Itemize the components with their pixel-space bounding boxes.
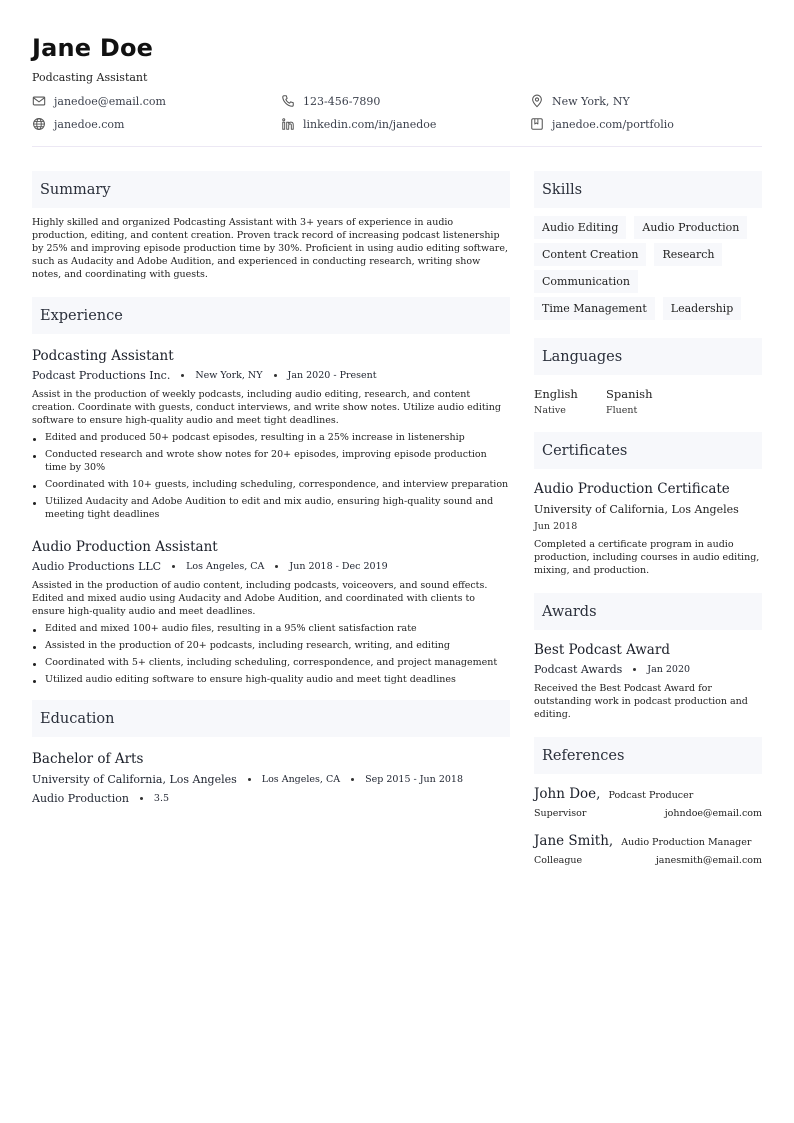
- right-column: [534, 171, 762, 866]
- phone-icon: [281, 94, 295, 108]
- languages-list: [534, 387, 762, 416]
- certificate-date: Jun 2018: [534, 521, 578, 532]
- contact-email-text: janedoe@email.com: [54, 94, 166, 108]
- contact-portfolio-text: janedoe.com/portfolio: [552, 117, 674, 131]
- certificate-description: Completed a certificate program in audio production, including courses in audio editing, mixing, and production.: [534, 539, 760, 576]
- job-bullet: Edited and mixed 100+ audio files, resulting in a 95% client satisfaction rate: [32, 622, 510, 635]
- linkedin-icon: [281, 117, 295, 131]
- education-degree: Bachelor of Arts: [32, 751, 144, 767]
- job-bullet: Edited and produced 50+ podcast episodes, resulting in a 25% increase in listenership: [32, 431, 510, 444]
- portfolio-icon: [530, 117, 544, 131]
- reference-position: Podcast Producer: [608, 790, 694, 801]
- resume-page: [32, 34, 762, 866]
- job-company: Podcast Productions Inc.: [32, 369, 171, 382]
- mail-icon: [32, 94, 46, 108]
- award-meta: [534, 663, 762, 676]
- summary-text: Highly skilled and organized Podcasting Assistant with 3+ years of experience in audio production, editing, and content creation. Proven track record of increasing podcast listenership by 25% and improving episode production time by 30%. Proficient in using audio editing software, such as Audacity and Adobe Audition, and experienced in conducting research, writing show notes, and coordinating with guests.: [32, 217, 508, 280]
- education-field: Audio Production: [32, 792, 129, 805]
- candidate-name: Jane Doe: [32, 34, 154, 62]
- certificate-issuer: University of California, Los Angeles: [534, 503, 739, 516]
- separator-dot: [181, 374, 184, 377]
- certificates-heading: Certificates: [534, 432, 762, 469]
- skill-chip: Audio Editing: [534, 216, 626, 239]
- job-dates: Jan 2020 - Present: [287, 370, 377, 381]
- award-date: Jan 2020: [647, 664, 691, 675]
- award-issuer: Podcast Awards: [534, 663, 623, 676]
- languages-heading: Languages: [534, 338, 762, 375]
- separator-dot: [351, 778, 354, 781]
- candidate-title: Podcasting Assistant: [32, 71, 148, 84]
- reference-entry: [534, 833, 762, 866]
- certificate-name: Audio Production Certificate: [534, 481, 730, 497]
- education-gpa: 3.5: [153, 793, 170, 804]
- contact-phone-text: 123-456-7890: [303, 94, 381, 108]
- reference-entry: [534, 786, 762, 819]
- reference-position: Audio Production Manager: [621, 837, 752, 848]
- award-entry: [534, 642, 762, 721]
- job-company: Audio Productions LLC: [32, 560, 162, 573]
- separator-dot: [140, 797, 143, 800]
- job-meta: [32, 560, 510, 573]
- left-column: [32, 171, 510, 866]
- language-item: [606, 387, 678, 416]
- skill-chip: Time Management: [534, 297, 655, 320]
- references-heading: References: [534, 737, 762, 774]
- job-location: Los Angeles, CA: [186, 561, 265, 572]
- job-bullet: Coordinated with 5+ clients, including scheduling, correspondence, and project management: [32, 656, 510, 669]
- skill-chip: Content Creation: [534, 243, 646, 266]
- job-dates: Jun 2018 - Dec 2019: [289, 561, 388, 572]
- education-heading: Education: [32, 700, 510, 737]
- education-dates: Sep 2015 - Jun 2018: [365, 774, 463, 785]
- reference-email[interactable]: janesmith@email.com: [655, 855, 762, 866]
- experience-heading: Experience: [32, 297, 510, 334]
- job-bullet: Conducted research and wrote show notes for 20+ episodes, improving episode production time by 30%: [32, 448, 510, 474]
- job-role: Audio Production Assistant: [32, 539, 218, 555]
- language-name: English: [534, 387, 578, 401]
- job-entry: [32, 348, 510, 521]
- globe-icon: [32, 117, 46, 131]
- summary-heading: Summary: [32, 171, 510, 208]
- award-description: Received the Best Podcast Award for outstanding work in podcast production and editing.: [534, 683, 748, 720]
- certificate-entry: [534, 481, 762, 577]
- language-level: Fluent: [606, 405, 638, 416]
- skill-chip: Research: [654, 243, 722, 266]
- language-level: Native: [534, 405, 566, 416]
- job-bullet: Utilized audio editing software to ensure high-quality audio and meet tight deadlines: [32, 673, 510, 686]
- education-meta: [32, 773, 510, 786]
- contact-email[interactable]: [32, 93, 281, 109]
- location-pin-icon: [530, 94, 544, 108]
- job-meta: [32, 369, 510, 382]
- job-role: Podcasting Assistant: [32, 348, 174, 364]
- education-entry: [32, 751, 510, 805]
- separator-dot: [275, 565, 278, 568]
- contact-location: [530, 93, 762, 109]
- reference-relation: Supervisor: [534, 808, 587, 819]
- education-location: Los Angeles, CA: [261, 774, 341, 785]
- skill-chip: Audio Production: [634, 216, 747, 239]
- contact-portfolio[interactable]: [530, 116, 762, 132]
- job-bullet: Coordinated with 10+ guests, including scheduling, correspondence, and interview preparation: [32, 478, 510, 491]
- reference-name: John Doe,: [534, 786, 601, 802]
- skill-chip: Communication: [534, 270, 638, 293]
- reference-relation: Colleague: [534, 855, 583, 866]
- award-name: Best Podcast Award: [534, 642, 670, 658]
- contact-website[interactable]: [32, 116, 281, 132]
- language-name: Spanish: [606, 387, 653, 401]
- job-description: Assist in the production of weekly podcasts, including audio editing, research, and content creation. Coordinate with guests, conduct interviews, and write show notes. Utilize audio editing software to ensure high-quality audio and meet tight deadlines.: [32, 389, 501, 426]
- contact-website-text: janedoe.com: [54, 117, 125, 131]
- job-bullet: Utilized Audacity and Adobe Audition to edit and mix audio, ensuring high-quality sound and meeting tight deadlines: [32, 495, 510, 521]
- contact-location-text: New York, NY: [552, 94, 630, 108]
- education-school: University of California, Los Angeles: [32, 773, 237, 786]
- job-entry: [32, 539, 510, 686]
- job-description: Assisted in the production of audio content, including podcasts, voiceovers, and sound effects. Edited and mixed audio using Audacity and Adobe Audition, and coordinated with clients to ensure high-quality audio and meet deadlines.: [32, 580, 488, 617]
- contact-phone[interactable]: [281, 93, 530, 109]
- separator-dot: [248, 778, 251, 781]
- job-bullet: Assisted in the production of 20+ podcasts, including research, writing, and editing: [32, 639, 510, 652]
- skills-heading: Skills: [534, 171, 762, 208]
- job-location: New York, NY: [195, 370, 263, 381]
- skill-chip: Leadership: [663, 297, 741, 320]
- reference-name: Jane Smith,: [534, 833, 614, 849]
- header-divider: [32, 146, 762, 147]
- contact-linkedin[interactable]: [281, 116, 530, 132]
- awards-heading: Awards: [534, 593, 762, 630]
- reference-email[interactable]: johndoe@email.com: [664, 808, 762, 819]
- contact-linkedin-text: linkedin.com/in/janedoe: [303, 117, 437, 131]
- language-item: [534, 387, 606, 416]
- education-field-row: [32, 792, 510, 805]
- separator-dot: [633, 668, 636, 671]
- separator-dot: [274, 374, 277, 377]
- separator-dot: [172, 565, 175, 568]
- skills-list: [534, 216, 762, 324]
- contact-list: [32, 93, 762, 132]
- job-bullets: [32, 431, 510, 521]
- job-bullets: [32, 622, 510, 686]
